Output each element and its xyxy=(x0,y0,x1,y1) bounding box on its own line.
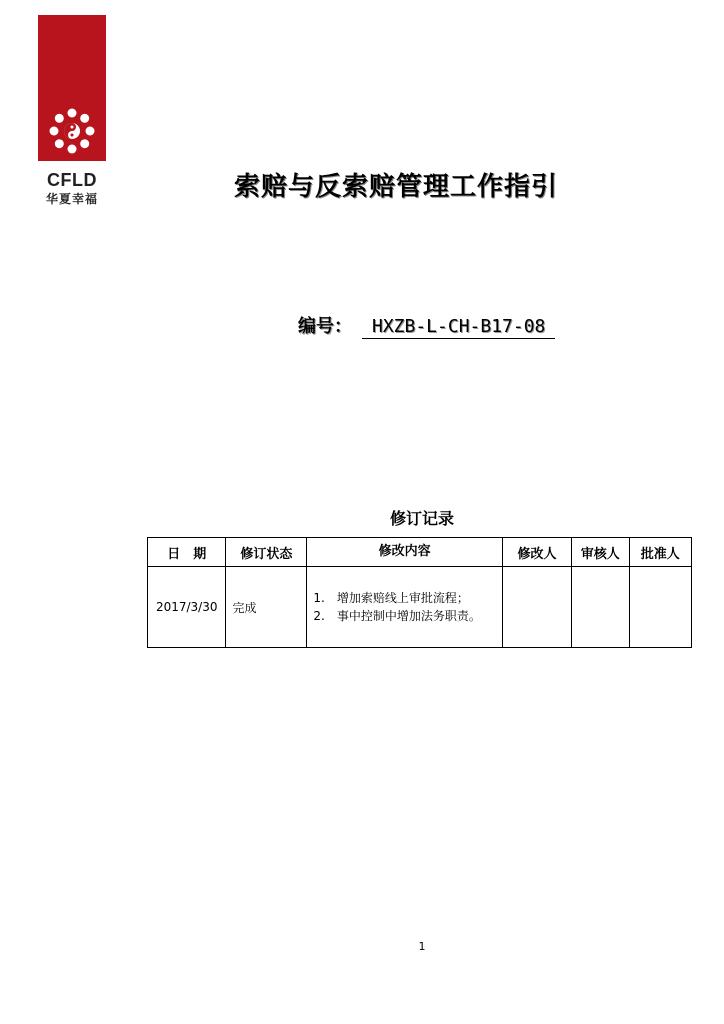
column-header-content: 修改内容 xyxy=(307,538,503,567)
page-number: 1 xyxy=(418,940,426,953)
column-header-reviewer: 审核人 xyxy=(572,538,630,567)
logo-text-cn: 华夏幸福 xyxy=(45,192,98,206)
cell-approver xyxy=(629,567,691,648)
column-header-date: 日 期 xyxy=(148,538,226,567)
content-item: 2. 事中控制中增加法务职责。 xyxy=(313,609,481,623)
document-code-line xyxy=(298,312,555,339)
column-header-status: 修订状态 xyxy=(226,538,307,567)
logo-text-en: CFLD xyxy=(47,170,97,190)
cfld-flower-logo-icon xyxy=(48,107,96,155)
column-header-approver: 批准人 xyxy=(629,538,691,567)
content-item: 1. 增加索赔线上审批流程； xyxy=(313,591,469,605)
table-row xyxy=(148,567,692,648)
logo-banner xyxy=(38,15,106,161)
cell-date: 2017/3/30 xyxy=(148,567,226,648)
document-code-value: HXZB-L-CH-B17-08 xyxy=(362,316,555,339)
cell-status: 完成 xyxy=(226,567,307,648)
revision-heading: 修订记录 xyxy=(389,509,454,528)
revision-table xyxy=(147,537,692,648)
cell-editor xyxy=(502,567,571,648)
document-code-label: 编号： xyxy=(298,316,352,337)
document-title: 索赔与反索赔管理工作指引 xyxy=(234,172,559,202)
column-header-editor: 修改人 xyxy=(502,538,571,567)
cell-content xyxy=(307,567,503,648)
revision-table-header-row xyxy=(148,538,692,567)
cell-reviewer xyxy=(572,567,630,648)
